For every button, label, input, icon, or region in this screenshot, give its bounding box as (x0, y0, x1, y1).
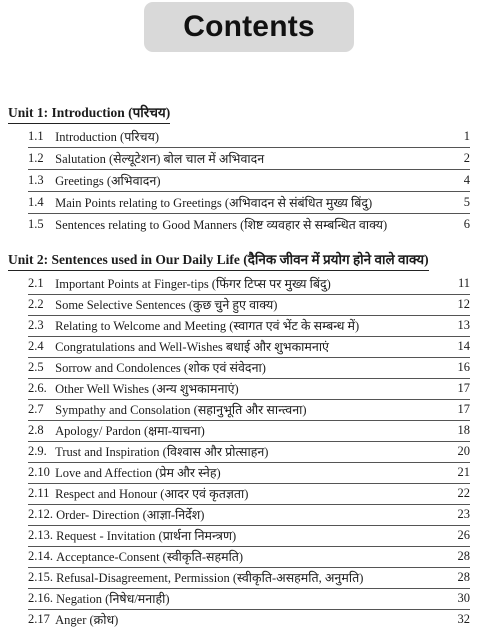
entry-page: 17 (457, 381, 470, 395)
entry-page: 13 (457, 318, 470, 332)
toc-entry[interactable] (28, 214, 470, 235)
entry-number: 2.17 (28, 612, 50, 626)
entry-number: 2.6. (28, 381, 47, 395)
entry-title: Congratulations and Well-Wishes बधाई और शुभकामनाएं (55, 340, 329, 354)
entry-number: 1.1 (28, 129, 44, 143)
entry-number: 2.1 (28, 276, 44, 290)
toc-entry[interactable] (28, 126, 470, 147)
entry-number: 2.7 (28, 402, 44, 416)
toc-entry[interactable] (28, 294, 470, 315)
entry-title: Sympathy and Consolation (सहानुभूति और सान्त्वना) (55, 403, 307, 417)
entry-title: Some Selective Sentences (कुछ चुने हुए वाक्य) (55, 298, 278, 312)
entry-page: 12 (457, 297, 470, 311)
toc-entry[interactable] (28, 462, 470, 483)
entry-title: Sentences relating to Good Manners (शिष्ट व्यवहार से सम्बन्धित वाक्य) (55, 218, 388, 232)
entry-number: 2.11 (28, 486, 50, 500)
toc-entry[interactable] (28, 273, 470, 294)
entry-number: 1.2 (28, 151, 44, 165)
entry-page: 5 (463, 195, 470, 209)
toc-entry[interactable] (28, 609, 470, 630)
toc-entry[interactable] (28, 546, 470, 567)
entry-title: Refusal-Disagreement, Permission (स्वीकृति-असहमति, अनुमति) (56, 571, 364, 585)
toc-entry[interactable] (28, 399, 470, 420)
entry-page: 4 (463, 173, 470, 187)
entry-page: 30 (457, 591, 470, 605)
entry-title: Order- Direction (आज्ञा-निर्देश) (56, 508, 205, 522)
entry-page: 16 (457, 360, 470, 374)
entry-page: 28 (457, 570, 470, 584)
entry-page: 6 (463, 217, 470, 231)
entry-title: Anger (क्रोध) (55, 613, 119, 627)
toc-entry[interactable] (28, 441, 470, 462)
entry-number: 2.14. (28, 549, 53, 563)
toc-entry[interactable] (28, 170, 470, 191)
entry-title: Acceptance-Consent (स्वीकृति-सहमति) (56, 550, 244, 564)
toc-entry[interactable] (28, 420, 470, 441)
entry-number: 2.16. (28, 591, 53, 605)
toc-entry[interactable] (28, 588, 470, 609)
contents-title-box (144, 2, 354, 52)
unit-1-heading: Unit 1: Introduction (परिचय) (8, 103, 170, 124)
entry-title: Request - Invitation (प्रार्थना निमन्त्रण) (56, 529, 237, 543)
toc-entry[interactable] (28, 567, 470, 588)
toc-entry[interactable] (28, 148, 470, 169)
entry-title: Negation (निषेध/मनाही) (56, 592, 170, 606)
entry-number: 1.5 (28, 217, 44, 231)
entry-number: 1.4 (28, 195, 44, 209)
entry-title: Respect and Honour (आदर एवं कृतज्ञता) (55, 487, 249, 501)
entry-title: Important Points at Finger-tips (फिंगर टिप्स पर मुख्य बिंदु) (55, 277, 331, 291)
entry-number: 2.4 (28, 339, 44, 353)
entry-page: 26 (457, 528, 470, 542)
toc-entry[interactable] (28, 315, 470, 336)
entry-number: 2.12. (28, 507, 53, 521)
entry-page: 1 (463, 129, 470, 143)
entry-title: Trust and Inspiration (विश्वास और प्रोत्साहन) (55, 445, 269, 459)
page-title: Contents (183, 10, 315, 43)
entry-title: Other Well Wishes (अन्य शुभकामनाएं) (55, 382, 239, 396)
entry-number: 2.8 (28, 423, 44, 437)
entry-number: 2.10 (28, 465, 50, 479)
entry-title: Main Points relating to Greetings (अभिवादन से संबंधित मुख्य बिंदु) (55, 196, 373, 210)
entry-page: 23 (457, 507, 470, 521)
toc-entry[interactable] (28, 504, 470, 525)
entry-title: Salutation (सेल्यूटेशन) बोल चाल में अभिवादन (55, 152, 265, 166)
unit-2-heading: Unit 2: Sentences used in Our Daily Life (दैनिक जीवन में प्रयोग होने वाले वाक्य) (8, 250, 429, 271)
toc-entry[interactable] (28, 525, 470, 546)
toc-entry[interactable] (28, 483, 470, 504)
entry-page: 21 (457, 465, 470, 479)
entry-title: Apology/ Pardon (क्षमा-याचना) (55, 424, 205, 438)
entry-number: 2.15. (28, 570, 53, 584)
entry-page: 28 (457, 549, 470, 563)
entry-number: 2.2 (28, 297, 44, 311)
entry-page: 14 (457, 339, 470, 353)
toc-entry[interactable] (28, 378, 470, 399)
entry-page: 11 (457, 276, 470, 290)
entry-page: 22 (457, 486, 470, 500)
entry-title: Relating to Welcome and Meeting (स्वागत एवं भेंट के सम्बन्ध में) (55, 319, 360, 333)
entry-title: Greetings (अभिवादन) (55, 174, 161, 188)
entry-title: Love and Affection (प्रेम और स्नेह) (55, 466, 221, 480)
entry-page: 20 (457, 444, 470, 458)
entry-page: 32 (457, 612, 470, 626)
entry-number: 2.9. (28, 444, 47, 458)
entry-title: Introduction (परिचय) (55, 130, 160, 144)
entry-number: 2.13. (28, 528, 53, 542)
entry-page: 17 (457, 402, 470, 416)
entry-number: 2.3 (28, 318, 44, 332)
entry-page: 2 (463, 151, 470, 165)
toc-entry[interactable] (28, 192, 470, 213)
entry-number: 2.5 (28, 360, 44, 374)
entry-number: 1.3 (28, 173, 44, 187)
entry-title: Sorrow and Condolences (शोक एवं संवेदना) (55, 361, 266, 375)
entry-page: 18 (457, 423, 470, 437)
toc-entry[interactable] (28, 336, 470, 357)
toc-entry[interactable] (28, 357, 470, 378)
